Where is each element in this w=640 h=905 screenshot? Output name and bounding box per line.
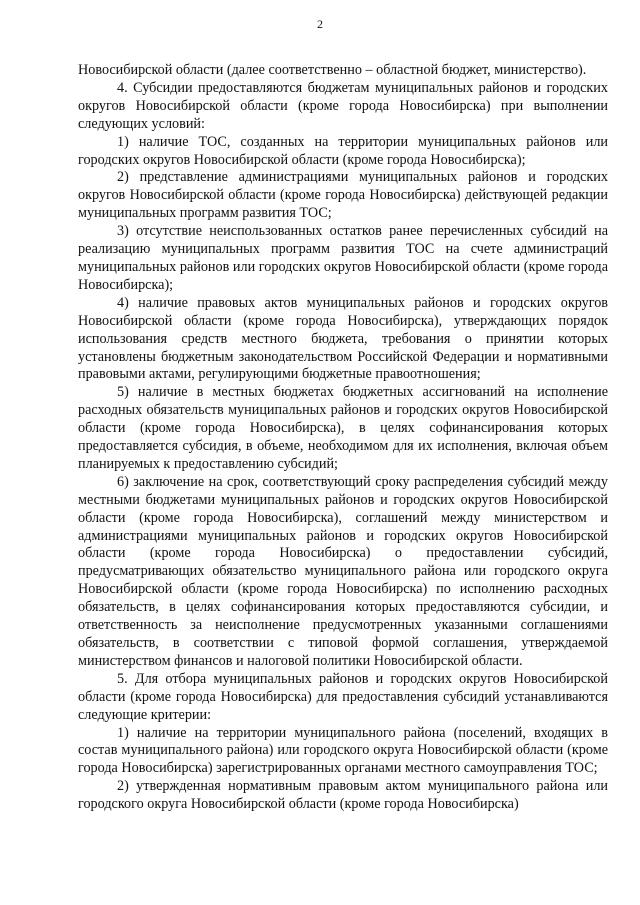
paragraph-condition-6: 6) заключение на срок, соответствующий сроку распределения субсидий между местными бюджетами муниципальных районов и городских округов Новосибирской области (кроме города Новосибирска), соглашений между министерством и администрациями муниципальных районов и городских округов Новосибирской области (кроме города Новосибирска) о предоставлении субсидий, предусматривающих обязательство муниципального района или городского округа Новосибирской области (кроме города Новосибирска) по исполнению расходных обязательств, в целях софинансирования которых предоставляются субсидии, и ответственность за неисполнение предусмотренных указанными соглашениями обязательств, в соответствии с типовой формой соглашения, утверждаемой министерством финансов и налоговой политики Новосибирской области. — [78, 473, 608, 669]
paragraph-condition-2: 2) представление администрациями муниципальных районов и городских округов Новосибирской области (кроме города Новосибирска) действующей редакции муниципальных программ развития ТОС; — [78, 169, 608, 222]
page-number: 2 — [317, 17, 323, 31]
paragraph-criterion-1: 1) наличие на территории муниципального района (поселений, входящих в состав муниципального района) или городского округа Новосибирской области (кроме города Новосибирска) зарегистрированных органами местного самоуправления ТОС; — [78, 724, 608, 777]
paragraph-continuation: Новосибирской области (далее соответственно – областной бюджет, министерство). — [78, 62, 587, 78]
paragraph-item-4: 4. Субсидии предоставляются бюджетам муниципальных районов и городских округов Новосибирской области (кроме города Новосибирска) при выполнении следующих условий: — [78, 79, 608, 132]
paragraph-condition-3: 3) отсутствие неиспользованных остатков ранее перечисленных субсидий на реализацию муниципальных программ развития ТОС на счете администраций муниципальных районов или городских округов Новосибирской области (кроме города Новосибирска); — [78, 223, 608, 293]
paragraph-condition-5: 5) наличие в местных бюджетах бюджетных ассигнований на исполнение расходных обязательств муниципальных районов и городских округов Новосибирской области (кроме города Новосибирска), в целях софинансирования которых предоставляется субсидия, в объеме, необходимом для их исполнения, включая объем планируемых к предоставлению субсидий; — [78, 384, 608, 472]
document-body — [78, 62, 608, 814]
paragraph-condition-4: 4) наличие правовых актов муниципальных районов и городских округов Новосибирской области (кроме города Новосибирска), утверждающих порядок использования средств местного бюджета, требования о принятии которых установлены бюджетным законодательством Российской Федерации и нормативными правовыми актами, регулирующими бюджетные правоотношения; — [78, 294, 608, 383]
paragraph-condition-1: 1) наличие ТОС, созданных на территории муниципальных районов или городских округов Новосибирской области (кроме города Новосибирска); — [78, 133, 608, 168]
paragraph-item-5: 5. Для отбора муниципальных районов и городских округов Новосибирской области (кроме города Новосибирска) для предоставления субсидий устанавливаются следующие критерии: — [78, 670, 608, 723]
paragraph-criterion-2: 2) утвержденная нормативным правовым актом муниципального района или городского округа Новосибирской области (кроме города Новосибирска) — [78, 778, 608, 813]
